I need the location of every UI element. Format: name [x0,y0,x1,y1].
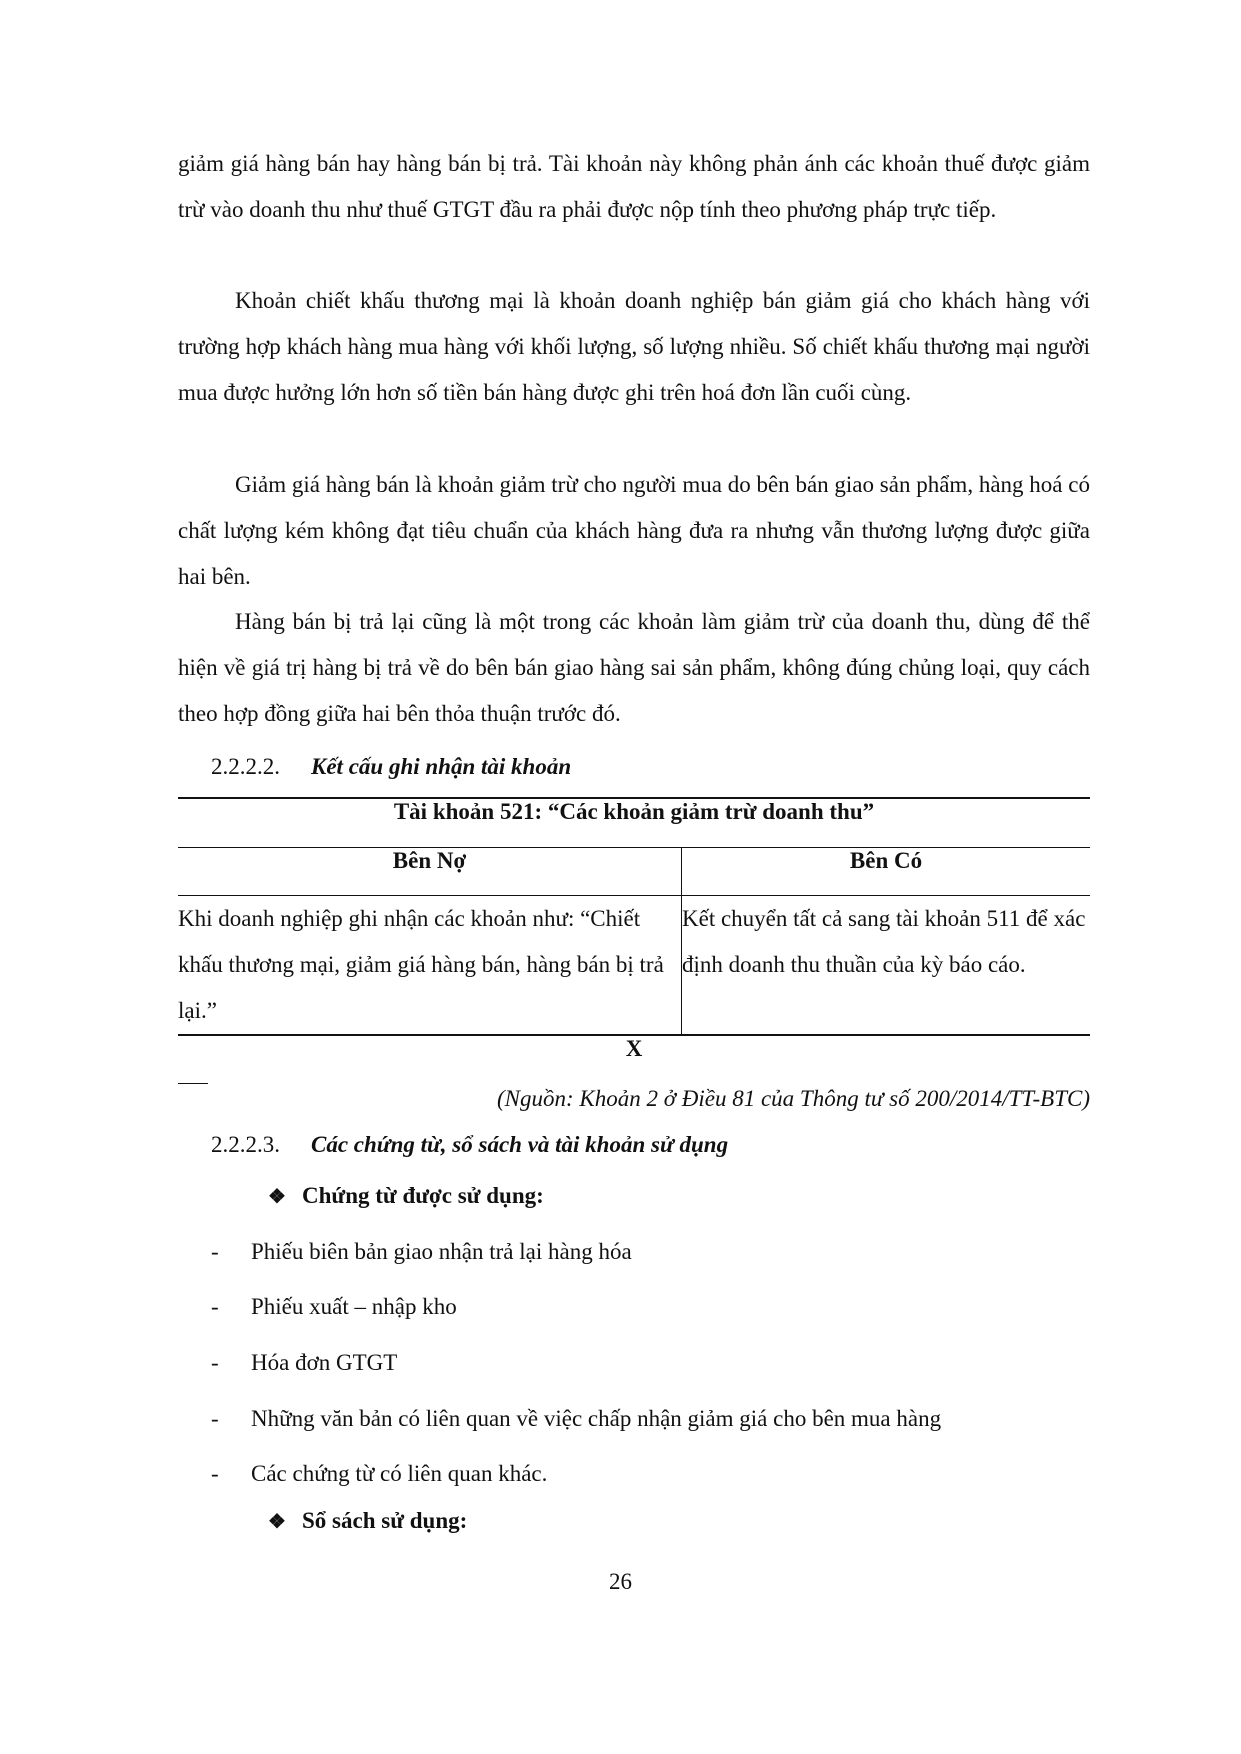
documents-heading-label: Chứng từ được sử dụng: [302,1183,544,1208]
source-note: (Nguồn: Khoản 2 ở Điều 81 của Thông tư số 200/2014/TT-BTC) [496,1086,1090,1111]
list-item [211,1459,547,1489]
paragraph-trade-discount: Khoản chiết khấu thương mại là khoản doanh nghiệp bán giảm giá cho khách hàng với trường hợp khách hàng mua hàng với khối lượng, số lượng nhiều. Số chiết khấu thương mại người mua được hưởng lớn hơn số tiền bán hàng được ghi trên hoá đơn lần cuối cùng. [178,288,1090,405]
table-title: Tài khoản 521: “Các khoản giảm trừ doanh thu” [178,798,1090,848]
list-item [211,1404,941,1434]
list-item-text: Những văn bản có liên quan về việc chấp nhận giảm giá cho bên mua hàng [251,1406,942,1431]
dash-bullet: - [211,1461,219,1486]
credit-content: Kết chuyển tất cả sang tài khoản 511 để xác định doanh thu thuần của kỳ báo cáo. [682,906,1086,977]
section-title: Kết cấu ghi nhận tài khoản [311,754,572,779]
books-heading [268,1506,467,1537]
dash-bullet: - [211,1350,219,1375]
debit-header: Bên Nợ [178,848,682,896]
list-item [211,1237,632,1267]
section-number: 2.2.2.2. [211,754,280,779]
list-item-text: Phiếu xuất – nhập kho [251,1294,457,1319]
diamond-bullet-icon: ❖ [268,1511,286,1533]
divider [178,1083,208,1084]
list-item-text: Hóa đơn GTGT [251,1350,398,1375]
dash-bullet: - [211,1239,219,1264]
documents-heading [268,1181,544,1212]
dash-bullet: - [211,1294,219,1319]
dash-bullet: - [211,1406,219,1431]
debit-content: Khi doanh nghiệp ghi nhận các khoản như: “Chiết khấu thương mại, giảm giá hàng bán, hàng bán bị trả lại.” [178,896,682,1036]
section-heading-2223 [211,1130,728,1160]
page-number: 26 [609,1569,632,1594]
paragraph-sales-returns: Hàng bán bị trả lại cũng là một trong các khoản làm giảm trừ của doanh thu, dùng để thể hiện về giá trị hàng bị trả về do bên bán giao hàng sai sản phẩm, không đúng chủng loại, quy cách theo hợp đồng giữa hai bên thỏa thuận trước đó. [178,609,1090,726]
paragraph-intro: giảm giá hàng bán hay hàng bán bị trả. Tài khoản này không phản ánh các khoản thuế được giảm trừ vào doanh thu như thuế GTGT đầu ra phải được nộp tính theo phương pháp trực tiếp. [178,151,1090,222]
account-521-table [178,797,1090,1076]
list-item-text: Các chứng từ có liên quan khác. [251,1461,548,1486]
credit-header: Bên Có [682,848,1091,896]
section-title: Các chứng từ, sổ sách và tài khoản sử dụng [311,1132,729,1157]
paragraph-sales-allowance: Giảm giá hàng bán là khoản giảm trừ cho người mua do bên bán giao sản phẩm, hàng hoá có chất lượng kém không đạt tiêu chuẩn của khách hàng đưa ra nhưng vẫn thương lượng được giữa hai bên. [178,472,1090,589]
books-heading-label: Sổ sách sử dụng: [302,1508,468,1533]
balance-cell: X [178,1035,1090,1076]
diamond-bullet-icon: ❖ [268,1186,286,1208]
list-item [211,1348,397,1378]
section-number: 2.2.2.3. [211,1132,280,1157]
list-item [211,1292,457,1322]
section-heading-2222 [211,752,571,782]
list-item-text: Phiếu biên bản giao nhận trả lại hàng hóa [251,1239,632,1264]
